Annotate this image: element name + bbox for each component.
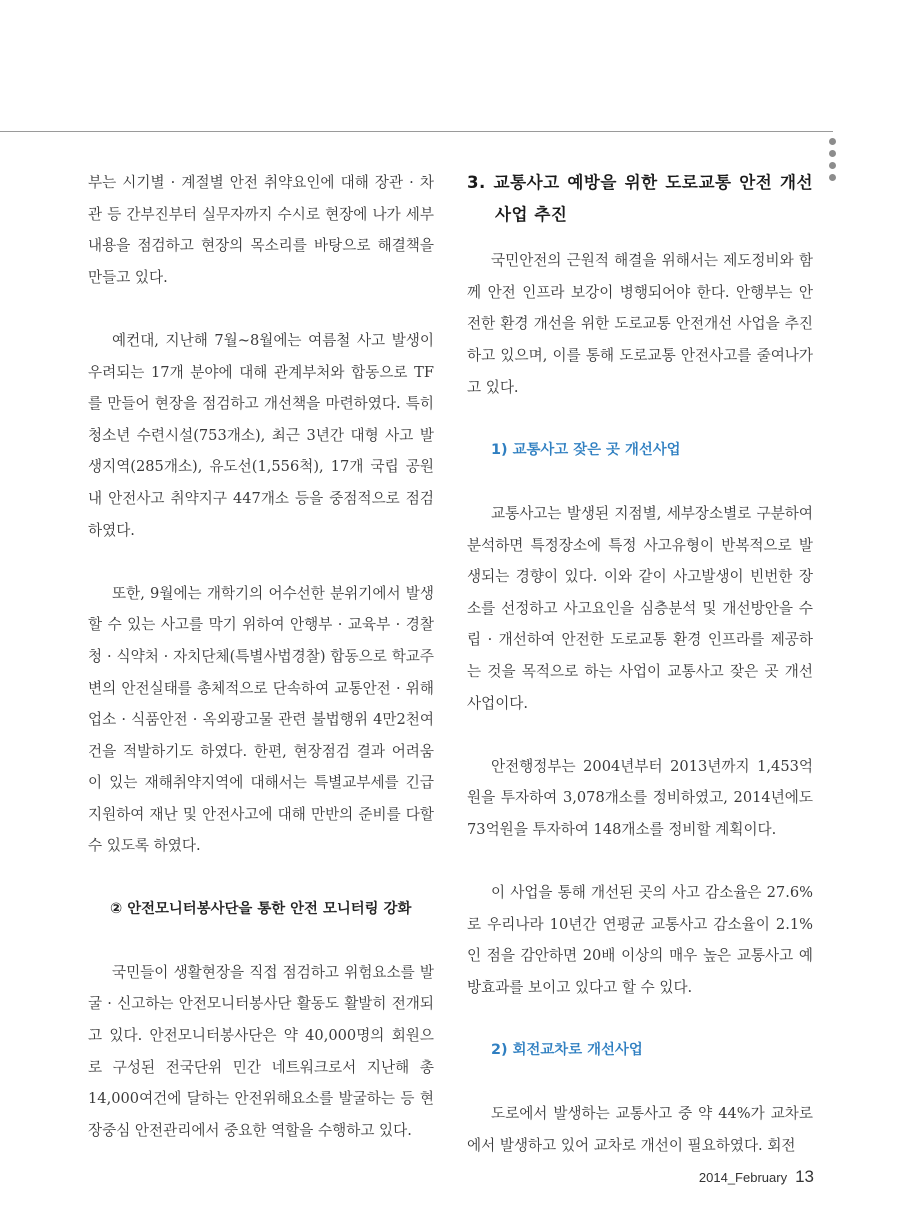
right-column (467, 167, 813, 1161)
issue-label: 2014_February (698, 1170, 788, 1185)
dot-icon (829, 150, 836, 157)
header-rule (0, 131, 833, 132)
left-column (88, 167, 434, 1146)
subheading-safety-monitor: ② 안전모니터봉사단을 통한 안전 모니터링 강화 (110, 900, 412, 917)
paragraph: 또한, 9월에는 개학기의 어수선한 분위기에서 발생할 수 있는 사고를 막기 위하여 안행부 · 교육부 · 경찰청 · 식약처 · 자치단체(특별사법경찰) 합동으로 학교주변의 안전실태를 총체적으로 단속하여 교통안전 · 위해업소 · 식품안전 · 옥외광고물 관련 불법행위 4만2천여건을 적발하기도 하였다. 한편, 현장점검 결과 어려움이 있는 재해취약지역에 대해서는 특별교부세를 긴급 지원하여 재난 및 안전사고에 대해 만반의 준비를 다할 수 있도록 하였다. (88, 584, 434, 855)
dot-icon (829, 162, 836, 169)
decorative-dots (829, 138, 839, 186)
paragraph: 교통사고는 발생된 지점별, 세부장소별로 구분하여 분석하면 특정장소에 특정 사고유형이 반복적으로 발생되는 경향이 있다. 이와 같이 사고발생이 빈번한 장소를 선정하고 사고요인을 심층분석 및 개선방안을 수립 · 개선하여 안전한 도로교통 환경 인프라를 제공하는 것을 목적으로 하는 사업이 교통사고 잦은 곳 개선사업이다. (467, 504, 813, 712)
page-footer (699, 1167, 814, 1187)
dot-icon (829, 174, 836, 181)
paragraph: 국민안전의 근원적 해결을 위해서는 제도정비와 함께 안전 인프라 보강이 병행되어야 한다. 안행부는 안전한 환경 개선을 위한 도로교통 안전개선 사업을 추진하고 있으며, 이를 통해 도로교통 안전사고를 줄여나가고 있다. (467, 252, 813, 396)
paragraph: 안전행정부는 2004년부터 2013년까지 1,453억원을 투자하여 3,078개소를 정비하였고, 2014년에도 73억원을 투자하여 148개소를 정비할 계획이다. (467, 757, 813, 838)
page-number: 13 (795, 1167, 814, 1186)
dot-icon (829, 138, 836, 145)
subheading-roundabout: 2) 회전교차로 개선사업 (491, 1042, 643, 1059)
paragraph-continued: 부는 시기별 · 계절별 안전 취약요인에 대해 장관 · 차관 등 간부진부터 실무자까지 수시로 현장에 나가 세부 내용을 점검하고 현장의 목소리를 바탕으로 해결책을 만들고 있다. (88, 174, 434, 286)
paragraph: 도로에서 발생하는 교통사고 중 약 44%가 교차로에서 발생하고 있어 교차로 개선이 필요하였다. 회전 (467, 1105, 813, 1154)
section-title: 3. 교통사고 예방을 위한 도로교통 안전 개선사업 추진 (467, 173, 813, 224)
paragraph: 이 사업을 통해 개선된 곳의 사고 감소율은 27.6%로 우리나라 10년간 연평균 교통사고 감소율이 2.1%인 점을 감안하면 20배 이상의 매우 높은 교통사고 예방효과를 보이고 있다고 할 수 있다. (467, 884, 813, 996)
paragraph: 국민들이 생활현장을 직접 점검하고 위험요소를 발굴 · 신고하는 안전모니터봉사단 활동도 활발히 전개되고 있다. 안전모니터봉사단은 약 40,000명의 회원으로 구성된 전국단위 민간 네트워크로서 지난해 총 14,000여건에 달하는 안전위해요소를 발굴하는 등 현장중심 안전관리에서 중요한 역할을 수행하고 있다. (88, 963, 434, 1139)
subheading-accident-hotspot: 1) 교통사고 잦은 곳 개선사업 (491, 441, 681, 458)
paragraph: 예컨대, 지난해 7월~8월에는 여름철 사고 발생이 우려되는 17개 분야에 대해 관계부처와 합동으로 TF를 만들어 현장을 점검하고 개선책을 마련하였다. 특히 청소년 수련시설(753개소), 최근 3년간 대형 사고 발생지역(285개소), 유도선(1,556척), 17개 국립 공원내 안전사고 취약지구 447개소 등을 중점적으로 점검하였다. (88, 331, 434, 539)
